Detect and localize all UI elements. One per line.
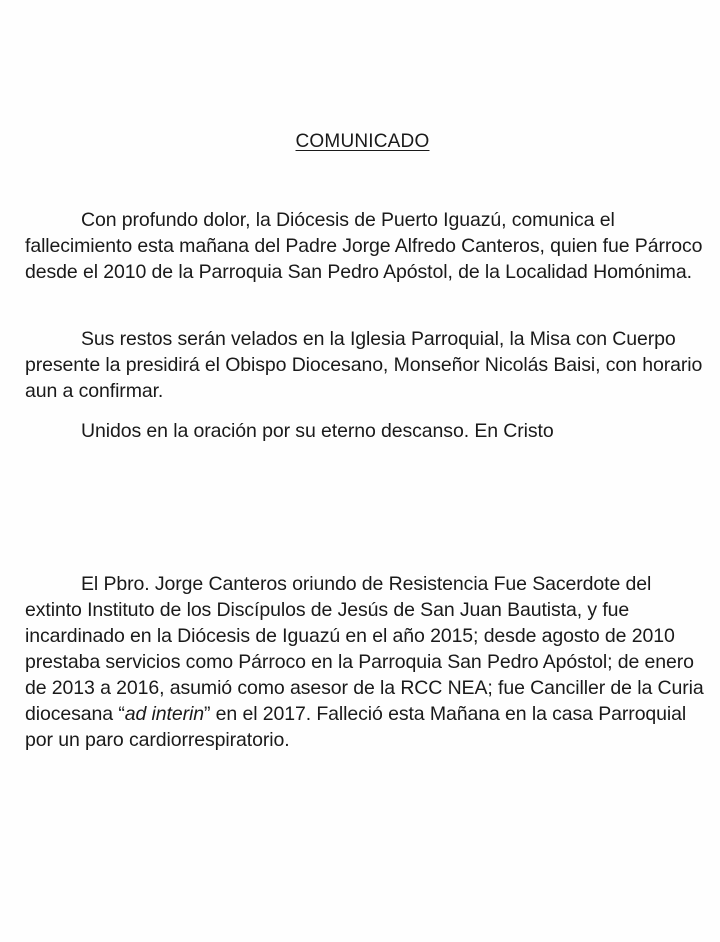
paragraph-wake-details	[25, 326, 713, 404]
biography-text	[25, 571, 713, 753]
paragraph-text: Con profundo dolor, la Diócesis de Puerto Iguazú, comunica el fallecimiento esta mañana del Padre Jorge Alfredo Canteros, quien fue Párroco desde el 2010 de la Parroquia San Pedro Apóstol, de la Localidad Homónima.	[25, 209, 703, 283]
biography-text-part: El Pbro. Jorge Canteros oriundo de Resistencia Fue Sacerdote del extinto Instituto de los Discípulos de Jesús de San Juan Bautista, y fue incardinado en la Diócesis de Iguazú en el año 2015; desde agosto de 2010 prestaba servicios como Párroco en la Parroquia San Pedro Apóstol; de enero de 2013 a 2016, asumió como asesor de la RCC NEA; fue Canciller de la Curia diocesana “	[25, 573, 704, 725]
paragraph-closing	[25, 418, 713, 444]
paragraph-text: Unidos en la oración por su eterno descanso. En Cristo	[81, 420, 554, 442]
biography-text-part: ” en el 2017. Falleció esta Mañana en la casa Parroquial por un paro cardiorrespiratorio.	[25, 703, 687, 751]
paragraph-announcement	[25, 207, 713, 285]
paragraph-biography	[25, 571, 713, 753]
paragraph-text: Sus restos serán velados en la Iglesia Parroquial, la Misa con Cuerpo presente la presidirá el Obispo Diocesano, Monseñor Nicolás Baisi, con horario aun a confirmar.	[25, 328, 703, 402]
biography-italic-term: ad interin	[124, 703, 204, 725]
document-title: COMUNICADO	[295, 131, 430, 152]
